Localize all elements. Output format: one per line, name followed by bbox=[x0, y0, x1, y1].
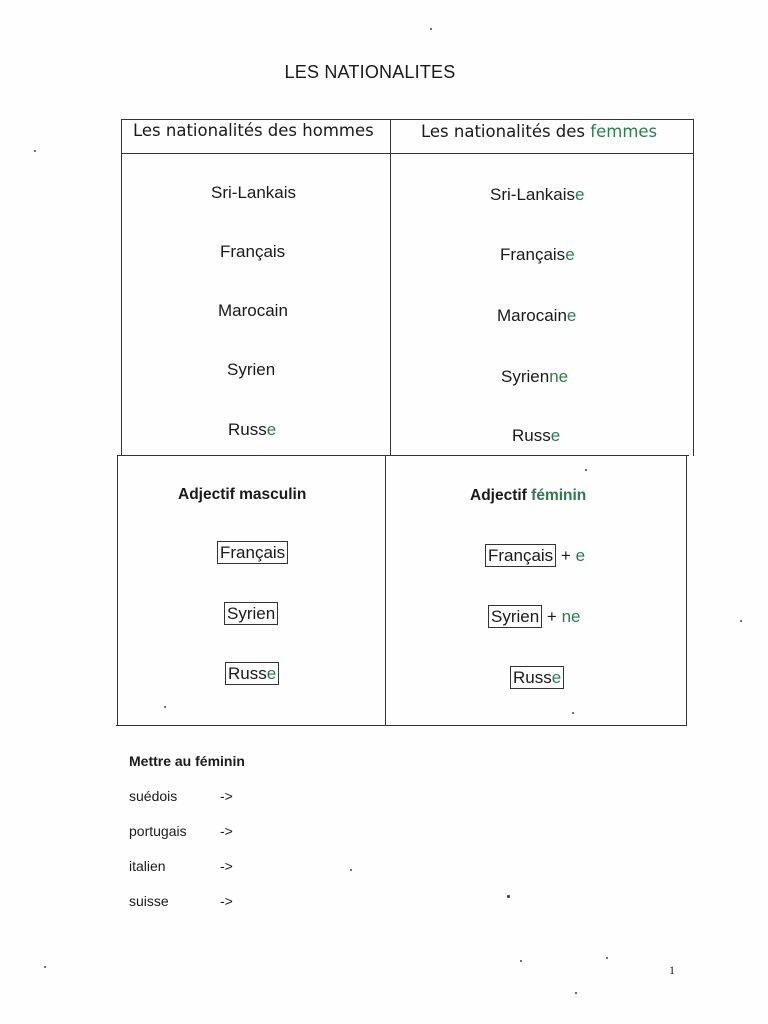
header-men: Les nationalités des hommes bbox=[133, 121, 374, 140]
masc-adjective-russe: Russe bbox=[225, 664, 279, 684]
header-women-green: femmes bbox=[590, 122, 658, 141]
exercise-arrow-1: -> bbox=[220, 788, 233, 804]
masc-adjective-syrien: Syrien bbox=[224, 604, 278, 624]
masc-adjective-francais: Français bbox=[217, 543, 288, 563]
women-nationality-sri-lankaise: Sri-Lankaise bbox=[490, 185, 585, 204]
exercise-item-suisse: suisse bbox=[129, 893, 169, 909]
men-nationality-francais: Français bbox=[220, 242, 286, 261]
exercise-item-suedois: suédois bbox=[129, 788, 178, 804]
women-nationality-syrienne: Syrienne bbox=[501, 367, 569, 386]
fem-adjective-russe: Russe bbox=[510, 668, 564, 688]
women-nationality-marocaine: Marocaine bbox=[497, 306, 577, 325]
exercise-title: Mettre au féminin bbox=[129, 753, 245, 769]
men-nationality-syrien: Syrien bbox=[227, 360, 276, 379]
exercise-arrow-2: -> bbox=[220, 823, 233, 839]
exercise-item-italien: italien bbox=[129, 858, 166, 874]
header-women: Les nationalités des femmes bbox=[421, 122, 658, 141]
header-adjectif-feminin: Adjectif féminin bbox=[470, 487, 587, 504]
exercise-item-portugais: portugais bbox=[129, 823, 187, 839]
men-nationality-russe: Russe bbox=[228, 420, 277, 439]
fem-adjective-syrien: Syrien + ne bbox=[488, 607, 580, 627]
header-adjectif-masculin: Adjectif masculin bbox=[178, 486, 307, 503]
exercise-arrow-4: -> bbox=[220, 893, 233, 909]
women-nationality-russe: Russe bbox=[512, 426, 561, 445]
women-nationality-francaise: Française bbox=[500, 245, 575, 264]
men-nationality-marocain: Marocain bbox=[218, 301, 288, 320]
page-title: LES NATIONALITES bbox=[284, 62, 456, 82]
fem-adjective-francais: Français + e bbox=[485, 546, 585, 566]
page-number: 1 bbox=[669, 963, 675, 977]
men-nationality-sri-lankais: Sri-Lankais bbox=[211, 183, 297, 202]
exercise-arrow-3: -> bbox=[220, 858, 233, 874]
